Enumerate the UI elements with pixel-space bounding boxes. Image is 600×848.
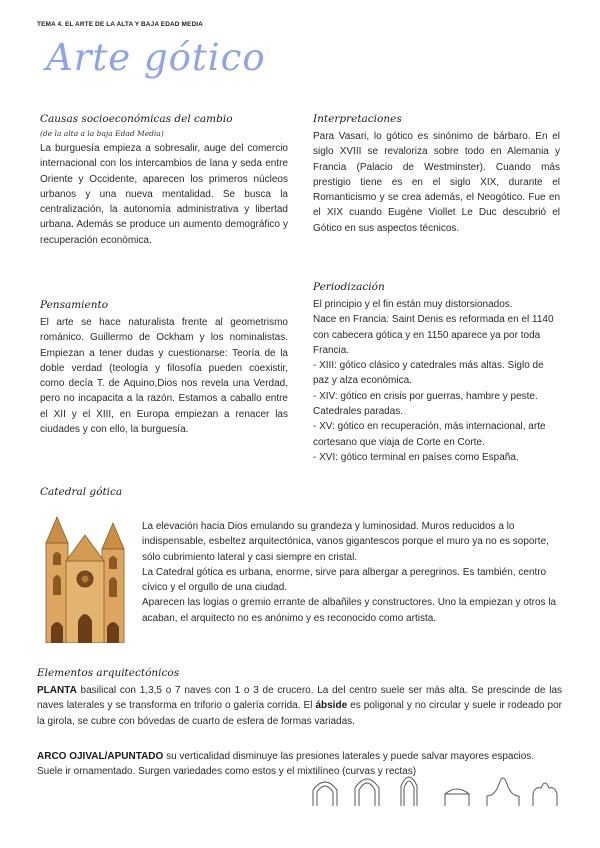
periodizacion-section (313, 281, 560, 465)
page-title: Arte gótico (46, 36, 266, 79)
periodizacion-item: El principio y el fin están muy distorsionados. (313, 299, 513, 310)
tower-window (109, 556, 117, 569)
periodizacion-item: - XIII: gótico clásico y catedrales más altas. Siglo de paz y alza económica. (313, 360, 544, 387)
arch-round-icon (313, 782, 337, 806)
catedral-text (142, 519, 562, 626)
periodizacion-item: - XIV: gótico en crisis por guerras, hambre y peste. Catedrales paradas. (313, 390, 538, 418)
periodizacion-item: - XVI: gótico terminal en países como España. (313, 451, 519, 463)
cathedral-portal-center (78, 614, 92, 643)
arch-tudor-icon (445, 789, 469, 806)
planta-paragraph (37, 683, 562, 729)
cathedral-left-spire (46, 517, 68, 543)
tower-window (53, 575, 61, 595)
cathedral-portal-right (107, 622, 119, 643)
periodizacion-list (313, 297, 560, 465)
arch-pointed-icon (355, 779, 379, 806)
interpretaciones-text: Para Vasari, lo gótico es sinónimo de bárbaro. En el siglo XVIII se revaloriza sobre todo en Alemania y Francia (Palacio de Westminster). Cuando más prestigio tiene es en el siglo XIX, durante el Romanticismo y se crea además, el Neogótico. Fue en el XIX cuando Eugène Viollet Le Duc descubrió el Gótico en sus aspectos técnicos. (313, 131, 560, 234)
planta-text-1: basilical con 1,3,5 o 7 naves con 1 o 3 de crucero. La del centro suele ser más alta. Se prescinde de las naves laterales y se transforma en triforio o galería corrida. El (37, 685, 562, 712)
catedral-paragraph: La Catedral gótica es urbana, enorme, sirve para albergar a peregrinos. Es también, centro cívico y el orgullo de una ciudad. (142, 566, 547, 594)
page-header: TEMA 4. EL ARTE DE LA ALTA Y BAJA EDAD MEDIA (37, 21, 203, 28)
arch-ogee-icon (487, 778, 519, 806)
planta-text-2: es poligonal y no circular y suele ir rodeado por la girola, se cubre con bóvedas de cuarto de esfera de formas variadas. (37, 700, 562, 727)
causas-heading: Causas socioeconómicas del cambio (40, 113, 233, 125)
abside-term: ábside (315, 700, 348, 712)
elementos-section (37, 667, 562, 729)
rose-window-inner (82, 576, 89, 583)
pensamiento-heading: Pensamiento (40, 299, 109, 311)
causas-section (40, 113, 288, 248)
cathedral-gable (66, 535, 104, 561)
arch-variety-figures (309, 770, 559, 810)
arco-label: ARCO OJIVAL/APUNTADO (37, 751, 164, 762)
causas-text: La burguesía empieza a sobresalir, auge del comercio internacional con los intercambios de lana y seda entre Oriente y Occidente, aparecen los primeros núcleos urbanos y una nueva mentalidad. Se busca la centralización, la autonomía administrativa y libertad urbana. Además se produce un aumento demográfico y recuperación económica. (40, 143, 288, 246)
causas-subheading: (de la alta a la baja Edad Media) (40, 129, 164, 138)
tower-window (53, 552, 61, 565)
tower-window (109, 577, 117, 597)
periodizacion-item: - XV: gótico en recuperación, más internacional, arte cortesano que viaja de Corte en Corte. (313, 421, 546, 448)
cathedral-illustration (38, 513, 132, 643)
arch-lancet-icon (401, 777, 417, 806)
interpretaciones-section (313, 113, 560, 236)
arco-text: su verticalidad disminuye las presiones laterales y puede salvar mayores espacios. Suele ir ornamentado. Surgen variedades como estos y el mixtilíneo (curvas y rectas) (37, 751, 535, 778)
periodizacion-heading: Periodización (313, 281, 385, 293)
catedral-paragraph: La elevación hacia Dios emulando su grandeza y luminosidad. Muros reducidos a lo indispensable, esbeltez arquitectónica, vanos gigantescos porque el muro ya no es soporte, sólo cubrimiento lateral y casi siempre en cristal. (142, 521, 549, 563)
cathedral-portal-left (51, 622, 63, 643)
planta-label: PLANTA (37, 685, 77, 696)
periodizacion-item: Nace en Francia: Saint Denis es reformada en el 1140 con cabecera gótica y en 1150 aparece ya por toda Francia. (313, 314, 554, 356)
cathedral-right-spire (102, 523, 124, 549)
catedral-paragraph: Aparecen las logias o gremio errante de albañiles y constructores. Uno la empiezan y otros la acaban, el arquitecto no es anónimo y es reconocido como artista. (142, 597, 557, 624)
arch-trefoil-icon (533, 783, 557, 806)
pensamiento-section (40, 299, 288, 437)
pensamiento-text: El arte se hace naturalista frente al geometrismo románico. Guillermo de Ockham y los nominalistas. Empiezan a tener dudas y cuestionarse: Teoría de la doble verdad (teología y filosofía pueden coexistir, como decía T. de Aquino,Dios nos revela una Verdad, pero no incapacita a la razón. Estamos a caballo entre el XII y el XIII, en Europa empiezan a renacer las ciudades y con ello, la burguesía. (40, 317, 288, 436)
catedral-heading: Catedral gótica (40, 486, 123, 498)
interpretaciones-heading: Interpretaciones (313, 113, 402, 125)
elementos-heading: Elementos arquitectónicos (37, 667, 180, 679)
